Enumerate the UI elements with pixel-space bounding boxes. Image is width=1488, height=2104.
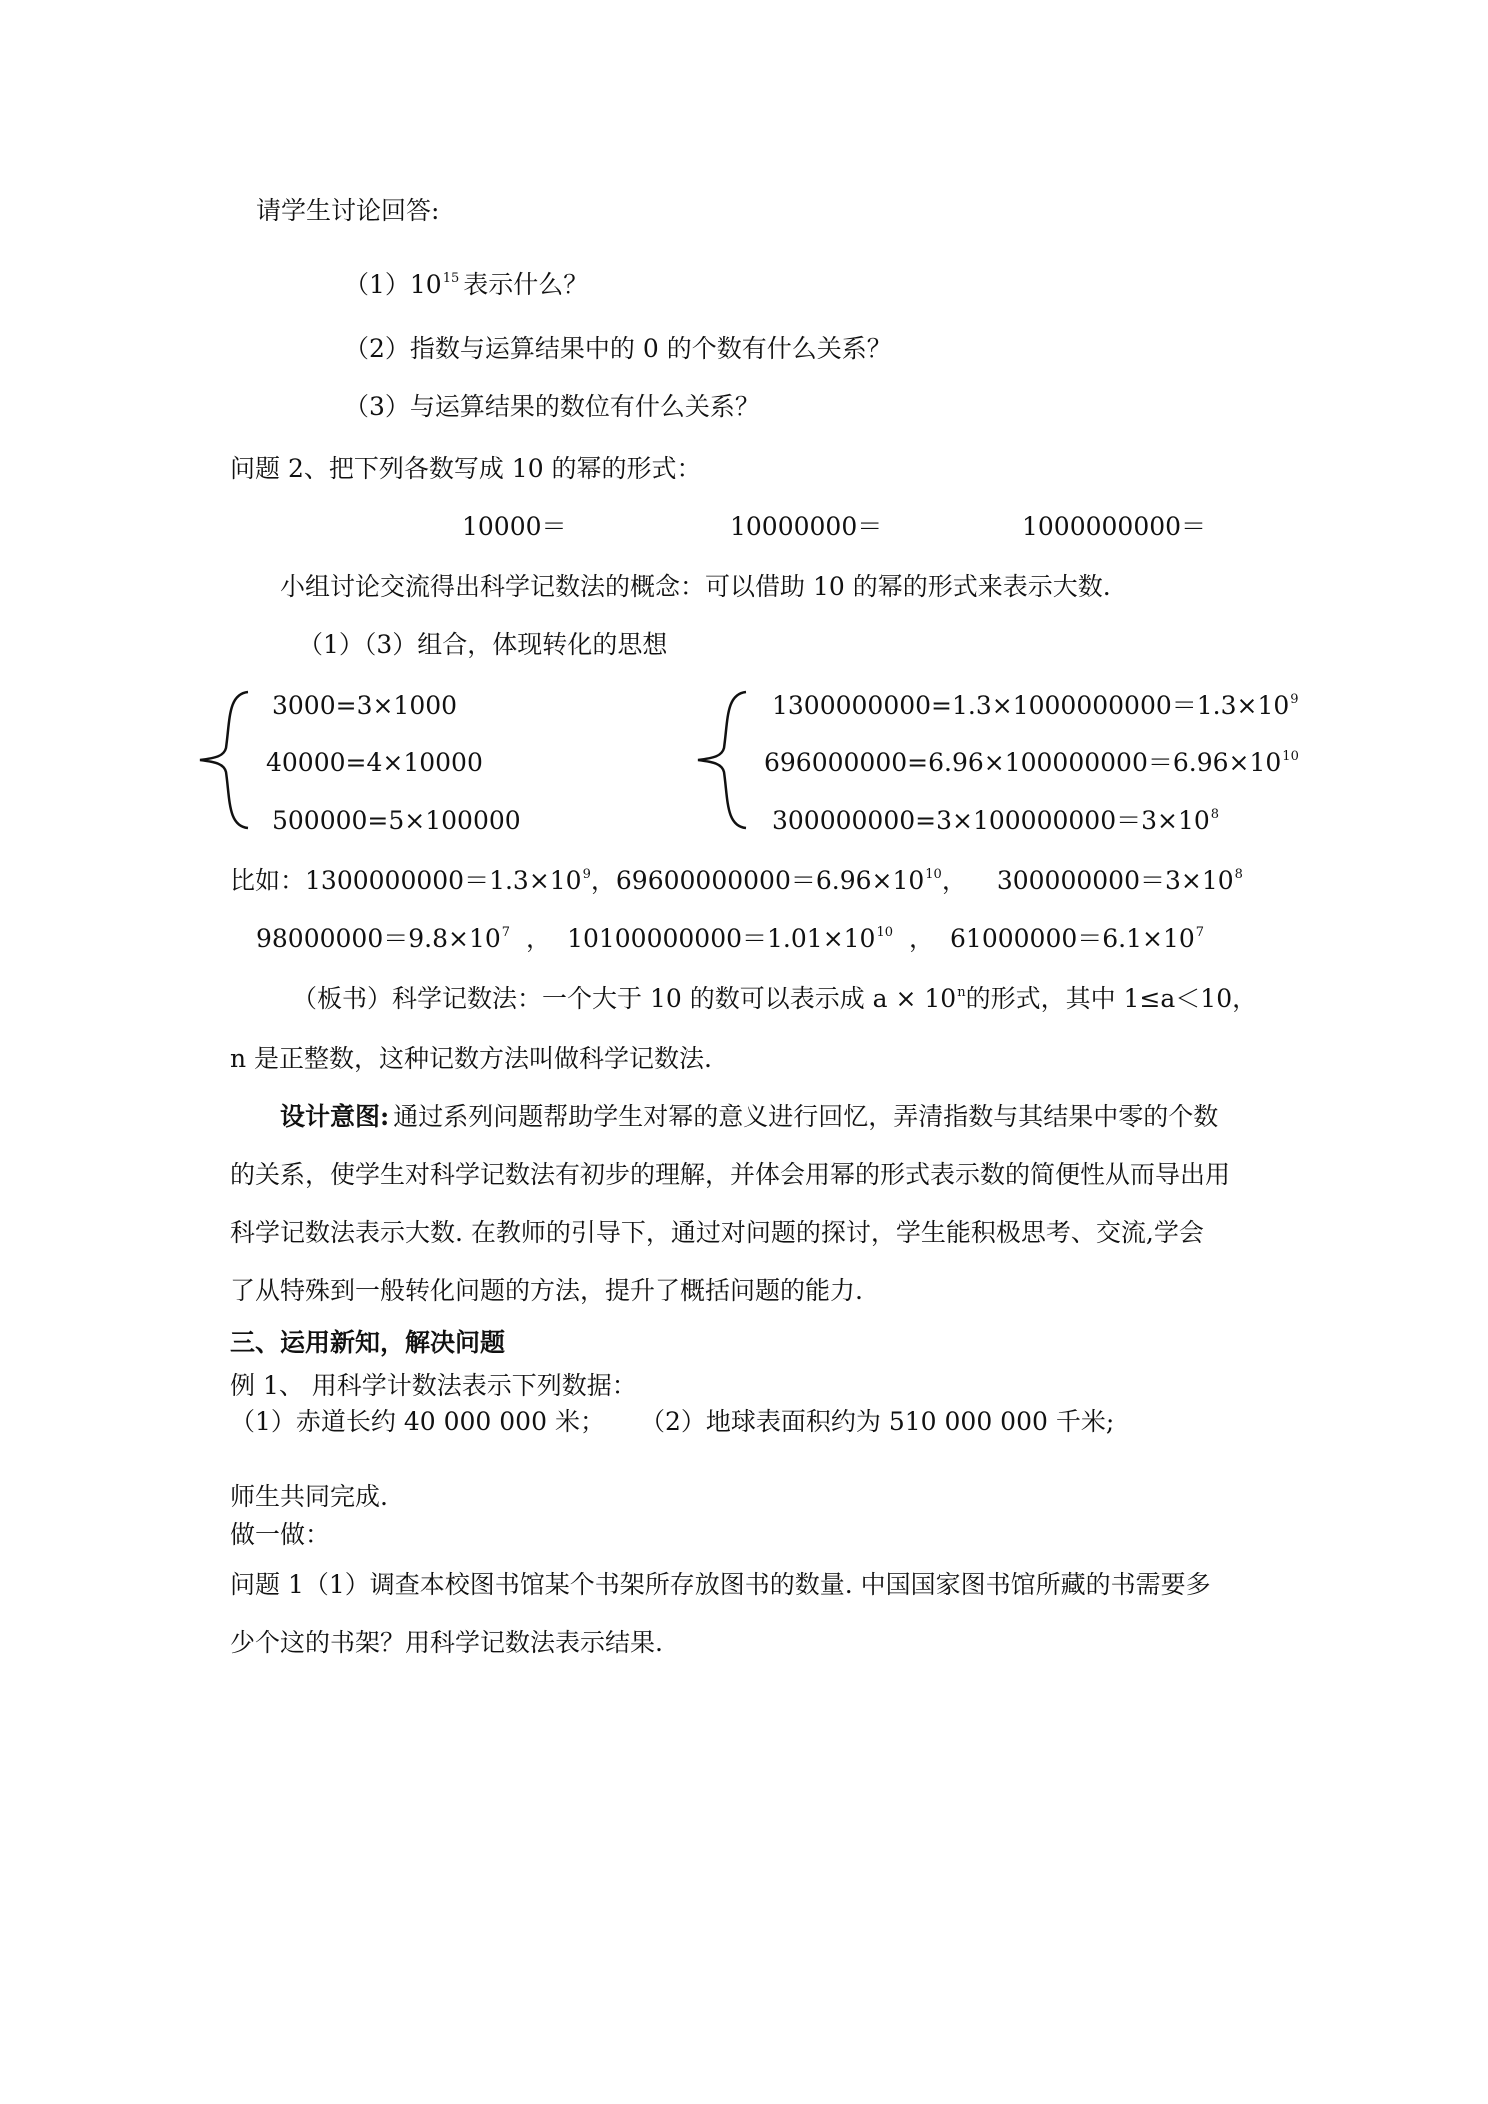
right-group-line-1-exponent: 9	[1290, 692, 1299, 707]
question-1-post: 表示什么？	[463, 270, 589, 299]
example-1-title: 例 1、 用科学计数法表示下列数据：	[230, 1371, 637, 1400]
example-4-sep: ，	[526, 924, 552, 953]
right-group-line-3-text: 300000000=3×100000000＝3×10	[772, 806, 1210, 835]
problem-1-line-1: 问题 1（1）调查本校图书馆某个书架所存放图书的数量. 中国国家图书馆所藏的书需要多	[230, 1570, 1211, 1599]
definition-line-2: n 是正整数，这种记数方法叫做科学记数法.	[230, 1044, 712, 1073]
left-group-line-1: 3000=3×1000	[272, 691, 458, 720]
question-2: （2）指数与运算结果中的 0 的个数有什么关系？	[344, 334, 892, 363]
example-2-sep: ，	[941, 866, 967, 895]
problem-1-line-2: 少个这的书架？用科学记数法表示结果.	[230, 1628, 663, 1657]
example-4-text: 98000000＝9.8×10	[256, 924, 501, 953]
example-2-text: 69600000000＝6.96×10	[615, 866, 925, 895]
design-line-3: 科学记数法表示大数. 在教师的引导下，通过对问题的探讨，学生能积极思考、交流,学会	[230, 1218, 1204, 1247]
problem2-item-1: 10000＝	[462, 512, 567, 541]
example-2-exponent: 10	[925, 867, 942, 882]
problem2-title: 问题 2、把下列各数写成 10 的幂的形式：	[230, 454, 702, 483]
example-4-exponent: 7	[501, 925, 511, 940]
example-3-exponent: 8	[1234, 867, 1243, 882]
definition-line-1	[292, 986, 1257, 1011]
example-5-exponent: 10	[876, 925, 893, 940]
example-5-text: 10100000000＝1.01×10	[567, 924, 876, 953]
definition-exponent: n	[957, 985, 966, 1000]
question-3: （3）与运算结果的数位有什么关系？	[344, 392, 760, 421]
question-1-exponent: 15	[442, 271, 460, 286]
problem2-item-3: 1000000000＝	[1022, 512, 1207, 541]
example-6-text: 61000000＝6.1×10	[950, 924, 1195, 953]
example-1-part-b: （2）地球表面积约为 510 000 000 千米;	[640, 1407, 1115, 1436]
right-brace	[694, 690, 754, 830]
example-3-text: 300000000＝3×10	[996, 866, 1234, 895]
example-6-exponent: 7	[1195, 925, 1205, 940]
design-line-4: 了从特殊到一般转化问题的方法，提升了概括问题的能力.	[230, 1276, 863, 1305]
example-1-text: 1300000000＝1.3×10	[305, 866, 582, 895]
example-1-sep: ，	[590, 866, 616, 895]
left-brace	[196, 690, 256, 830]
design-line-1	[280, 1104, 1218, 1129]
example-1-part-a: （1）赤道长约 40 000 000 米；	[230, 1407, 605, 1436]
examples-prefix: 比如：	[230, 866, 306, 895]
combine-text: （1）（3）组合，体现转化的思想	[298, 630, 668, 659]
left-group-line-3: 500000=5×100000	[272, 806, 521, 835]
right-group-line-1	[772, 693, 1299, 718]
section-3-heading: 三、运用新知，解决问题	[230, 1328, 506, 1357]
right-group-line-3	[772, 808, 1219, 833]
group-discussion-text: 小组讨论交流得出科学记数法的概念：可以借助 10 的幂的形式来表示大数.	[280, 572, 1111, 601]
design-line-1-text: 通过系列问题帮助学生对幂的意义进行回忆，弄清指数与其结果中零的个数	[393, 1102, 1219, 1131]
right-group-line-2-exponent: 10	[1282, 749, 1299, 764]
problem2-item-2: 10000000＝	[730, 512, 883, 541]
do-it-text: 做一做：	[230, 1520, 331, 1549]
examples-row-2	[256, 926, 1204, 951]
question-1	[344, 272, 588, 297]
right-group-line-2	[764, 750, 1299, 775]
design-label: 设计意图:	[280, 1102, 390, 1131]
right-group-line-2-text: 696000000=6.96×100000000＝6.96×10	[764, 748, 1282, 777]
example-5-sep: ，	[909, 924, 935, 953]
definition-line-1-b: 的形式，其中 1≤a＜10，	[965, 984, 1258, 1013]
right-group-line-1-text: 1300000000=1.3×1000000000＝1.3×10	[772, 691, 1290, 720]
example-1-exponent: 9	[582, 867, 591, 882]
design-line-2: 的关系，使学生对科学记数法有初步的理解，并体会用幂的形式表示数的简便性从而导出用	[230, 1160, 1231, 1189]
examples-row-1	[230, 868, 1243, 893]
right-group-line-3-exponent: 8	[1210, 807, 1220, 822]
left-group-line-2: 40000=4×10000	[266, 748, 483, 777]
definition-line-1-a: （板书）科学记数法：一个大于 10 的数可以表示成 a × 10	[292, 984, 957, 1013]
question-1-pre: （1）10	[344, 270, 442, 299]
together-text: 师生共同完成.	[230, 1482, 388, 1511]
intro-text: 请学生讨论回答:	[256, 196, 440, 225]
